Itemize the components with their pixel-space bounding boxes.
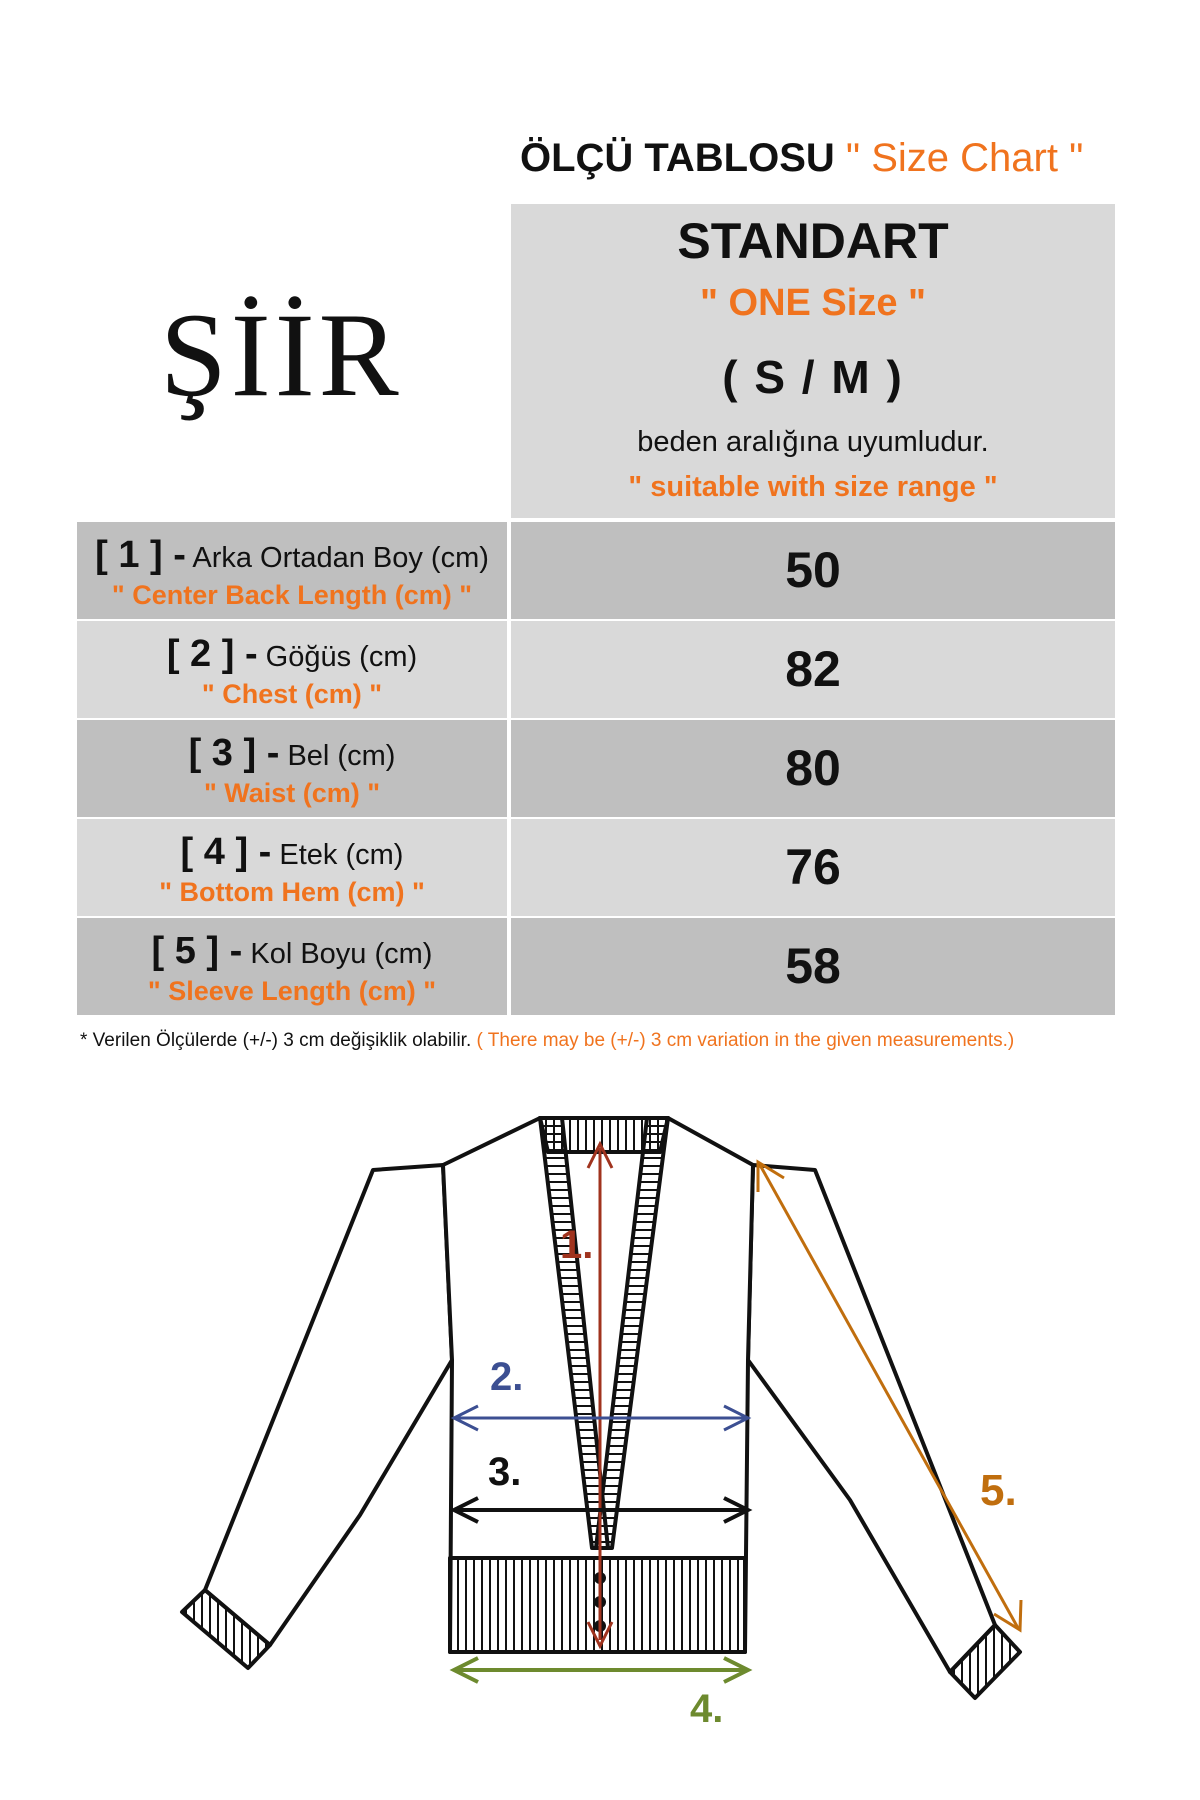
suitable-en-label: " suitable with size range " (628, 471, 998, 503)
measurement-number: [ 5 ] - (151, 930, 243, 972)
measurement-value: 50 (785, 542, 841, 598)
measurement-label-tr: Arka Ortadan Boy (cm) (192, 542, 489, 574)
measurement-label-en: " Bottom Hem (cm) " (159, 877, 425, 907)
measurement-number: [ 3 ] - (188, 732, 280, 774)
measurement-label-en: " Waist (cm) " (203, 778, 381, 808)
table-row (77, 918, 1115, 1015)
size-header-cell (511, 204, 1115, 518)
table-row (77, 819, 1115, 916)
table-row (77, 720, 1115, 817)
measurement-label-cell (77, 522, 507, 619)
footnote-en: ( There may be (+/-) 3 cm variation in the given measurements.) (476, 1030, 1015, 1051)
title-turkish: ÖLÇÜ TABLOSU (520, 136, 835, 180)
measurement-label-tr: Etek (cm) (279, 839, 404, 871)
measurement-label-tr: Göğüs (cm) (265, 641, 418, 673)
measurement-number: [ 2 ] - (166, 633, 258, 675)
size-range-label: ( S / M ) (722, 351, 904, 403)
suitable-tr-label: beden aralığına uyumludur. (637, 426, 989, 458)
right-sleeve (748, 1165, 995, 1672)
table-row (77, 522, 1115, 619)
size-chart-title (520, 128, 1100, 188)
marker-3: 3. (488, 1450, 522, 1494)
measurement-label-en: " Chest (cm) " (201, 679, 383, 709)
footnote (80, 1030, 1140, 1052)
measurement-value: 76 (785, 839, 841, 895)
measurement-label-en: " Center Back Length (cm) " (111, 580, 473, 610)
marker-1: 1. (560, 1223, 594, 1267)
cardigan-measurement-diagram (160, 1100, 1080, 1750)
marker-2: 2. (490, 1355, 524, 1399)
standart-label: STANDART (677, 213, 949, 269)
measurement-number: [ 4 ] - (180, 831, 272, 873)
measurement-value: 80 (785, 740, 841, 796)
measurement-label-en: " Sleeve Length (cm) " (147, 976, 437, 1006)
measurement-label-tr: Kol Boyu (cm) (250, 938, 433, 970)
footnote-tr: * Verilen Ölçülerde (+/-) 3 cm değişiklik olabilir. (80, 1030, 472, 1051)
hem-arrow (454, 1658, 748, 1682)
measurement-value-cell (511, 819, 1115, 916)
brand-logo: ŞİİR (160, 288, 403, 421)
measurement-number: [ 1 ] - (95, 534, 186, 576)
title-english: " Size Chart " (845, 136, 1084, 180)
measurement-label-cell (77, 918, 507, 1015)
measurement-value: 82 (785, 641, 841, 697)
measurement-value-cell (511, 918, 1115, 1015)
table-row (77, 621, 1115, 718)
measurement-value-cell (511, 621, 1115, 718)
measurement-label-cell (77, 819, 507, 916)
left-sleeve (205, 1165, 452, 1645)
measurement-value-cell (511, 720, 1115, 817)
measurement-label-cell (77, 621, 507, 718)
measurement-label-tr: Bel (cm) (287, 740, 396, 772)
marker-4: 4. (690, 1687, 724, 1731)
one-size-label: " ONE Size " (699, 282, 927, 324)
marker-5: 5. (980, 1466, 1017, 1515)
measurement-label-cell (77, 720, 507, 817)
measurement-value-cell (511, 522, 1115, 619)
measurement-value: 58 (785, 938, 841, 994)
